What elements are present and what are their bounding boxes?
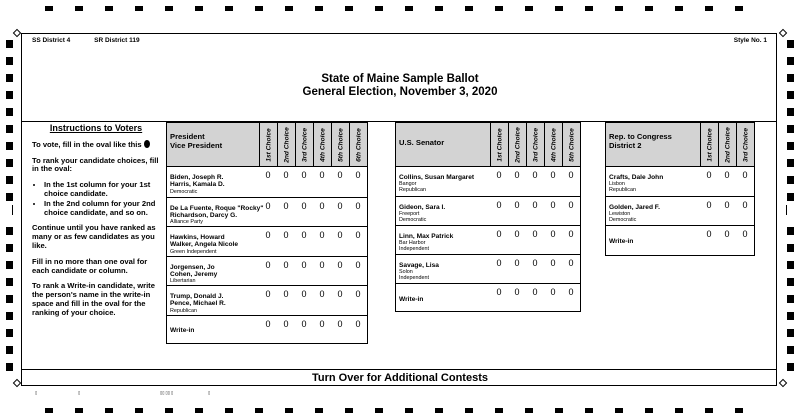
ranking-oval[interactable]: 0 [514,258,520,268]
contest-title [399,138,444,147]
choice-column-header [508,123,526,167]
contest-title-line2: District 2 [609,141,642,150]
timing-mark [787,261,794,269]
timing-mark [735,408,743,413]
contest-title-line1: President [170,132,205,141]
code-mark: ▯ [78,390,81,395]
contest-header [167,123,367,167]
footer-divider [22,369,776,370]
timing-mark [495,408,503,413]
timing-mark [465,408,473,413]
ballot-title-line1: State of Maine Sample Ballot [321,73,479,85]
candidate-party: Democratic [399,217,427,224]
contest-header [396,123,580,167]
ranking-oval[interactable]: 0 [706,170,712,180]
candidate-row [167,167,367,197]
timing-mark [705,408,713,413]
style-number: Style No. 1 [733,37,767,44]
timing-mark [787,363,794,371]
candidate-name [170,174,225,195]
ranking-oval[interactable]: 0 [265,200,271,211]
ranking-oval[interactable]: 0 [742,170,748,180]
timing-mark [225,408,233,413]
ranking-oval[interactable]: 0 [319,200,325,211]
side-tick [786,205,787,215]
contest-title [609,132,672,150]
candidate-party: Alliance Party [170,219,203,226]
ranking-oval[interactable]: 0 [301,230,307,240]
instruction-rank: To rank your candidate choices, fill in the oval: [32,155,159,174]
candidate-town: Solon [399,269,413,276]
timing-mark [615,408,623,413]
timing-mark [6,176,13,184]
timing-mark [105,408,113,413]
timing-mark [555,6,563,11]
candidate-row [396,167,580,196]
instruction-continue: Continue until you have ranked as many or as few candidates as you like. [32,223,156,250]
contest-title-line2: Vice President [170,141,223,150]
ranking-oval[interactable]: 0 [265,289,271,299]
timing-mark [75,6,83,11]
timing-mark [45,6,53,11]
choice-label: 2nd Choice [724,127,731,163]
timing-mark [135,6,143,11]
ranking-oval[interactable]: 0 [355,230,361,240]
timing-mark [787,278,794,286]
candidate-party: Republican [609,187,636,194]
timing-mark [6,295,13,303]
timing-mark [6,244,13,252]
ranking-oval[interactable]: 0 [319,230,325,240]
candidate-name-line: Walker, Angela Nicole [170,241,239,249]
candidate-party: Democratic [609,217,637,224]
ranking-oval[interactable]: 0 [568,287,574,297]
timing-mark [345,6,353,11]
instruction-bullets [32,181,160,217]
ranking-oval[interactable]: 0 [337,289,343,299]
candidate-name-line: Harris, Kamala D. [170,181,225,189]
ranking-oval[interactable]: 0 [742,200,748,210]
instructions-heading: Instructions to Voters [49,123,143,133]
contest-title-line1: Rep. to Congress [609,132,672,141]
ranking-oval[interactable]: 0 [532,287,538,297]
ranking-oval[interactable]: 0 [319,289,325,299]
candidate-party: Independent [399,275,429,282]
candidate-name [170,205,263,226]
ranking-oval[interactable]: 0 [532,258,538,268]
timing-mark [345,408,353,413]
footer-text: Turn Over for Additional Contests [311,372,488,384]
candidate-name-line: Jorgensen, Jo [170,263,215,271]
ranking-oval[interactable]: 0 [355,318,361,329]
candidate-name [609,174,663,193]
contest-senator [395,122,581,312]
ranking-oval[interactable]: 0 [742,229,748,239]
ranking-oval[interactable]: 0 [532,170,538,180]
ss-district: SS District 4 [32,37,71,44]
candidate-name-line: Write-in [609,237,634,245]
timing-mark [315,6,323,11]
candidate-row [606,196,754,225]
ranking-oval[interactable]: 0 [283,289,289,299]
choice-label: 5th Choice [568,128,575,162]
timing-mark [375,6,383,11]
choice-column-header [544,123,562,167]
candidate-party: Democratic [170,188,198,195]
ranking-oval[interactable]: 0 [550,287,556,297]
choice-label: 3rd Choice [742,127,749,163]
ranking-oval[interactable]: 0 [337,318,343,329]
candidate-name-line: Cohen, Jeremy [170,270,218,278]
timing-mark [405,408,413,413]
choice-label: 4th Choice [550,128,557,162]
timing-mark [787,108,794,116]
write-in-row [606,225,754,254]
timing-mark [465,6,473,11]
timing-mark [555,408,563,413]
choice-label: 1st Choice [265,128,272,162]
choice-column-header [562,123,580,167]
contest-title-line1: U.S. Senator [399,138,445,147]
ranking-oval[interactable]: 0 [514,229,520,239]
ranking-oval[interactable]: 0 [532,229,538,239]
ballot-title-line2: General Election, November 3, 2020 [302,86,498,98]
candidate-name-line: Richardson, Darcy G. [170,211,238,219]
choice-column-header [700,123,718,167]
candidate-name-line: Linn, Max Patrick [399,233,454,240]
candidate-name-line: Gideon, Sara I. [399,204,446,211]
choice-column-header [490,123,508,167]
choice-label: 1st Choice [706,128,713,162]
timing-mark [285,6,293,11]
candidate-name [609,238,633,245]
ranking-oval[interactable]: 0 [301,259,307,270]
timing-mark [45,408,53,413]
timing-mark [6,312,13,320]
ranking-oval[interactable]: 0 [514,287,520,297]
ranking-oval[interactable]: 0 [550,258,556,268]
choice-column-header [526,123,544,167]
candidate-name-line: Savage, Lisa [399,262,439,269]
timing-mark [375,408,383,413]
timing-mark [787,176,794,184]
timing-mark [255,408,263,413]
timing-mark [645,6,653,11]
candidate-party: Republican [399,187,426,194]
timing-mark [165,6,173,11]
candidate-name [170,234,238,255]
ranking-oval[interactable]: 0 [337,170,343,180]
timing-mark [787,346,794,354]
district-header [32,37,162,44]
ranking-oval[interactable]: 0 [301,200,307,211]
timing-mark [525,6,533,11]
ranking-oval[interactable]: 0 [355,170,361,180]
timing-mark [585,6,593,11]
ranking-oval[interactable]: 0 [337,200,343,211]
instruction-bullet: • In the 1st column for your 1st choice candidate. [44,181,160,199]
ranking-oval[interactable]: 0 [283,318,289,329]
instructions-panel [32,124,160,325]
choice-column-header [313,123,331,167]
candidate-name [399,233,453,252]
choice-label: 1st Choice [496,128,503,162]
choice-label: 3rd Choice [532,127,539,163]
candidate-name-line: Write-in [399,295,424,303]
candidate-row [167,197,367,227]
ranking-oval[interactable]: 0 [724,170,730,180]
timing-mark [255,6,263,11]
candidate-town: Lewiston [609,211,631,218]
timing-mark [787,193,794,201]
ranking-oval[interactable]: 0 [337,259,343,270]
choice-column-header [259,123,277,167]
timing-mark [787,57,794,65]
ranking-oval[interactable]: 0 [355,259,361,270]
code-mark: ▯ [35,390,38,395]
candidate-party: Independent [399,246,429,253]
ranking-oval[interactable]: 0 [283,200,289,211]
ranking-oval[interactable]: 0 [337,230,343,240]
timing-mark [405,6,413,11]
timing-mark [787,142,794,150]
timing-mark [6,278,13,286]
ranking-oval[interactable]: 0 [265,170,271,180]
choice-label: 3rd Choice [301,127,308,163]
timing-mark [6,363,13,371]
timing-mark [6,193,13,201]
instruction-bullet: • In the 2nd column for your 2nd choice candidate, and so on. [44,200,160,218]
choice-column-header [277,123,295,167]
ranking-oval[interactable]: 0 [265,318,271,329]
timing-mark [787,159,794,167]
timing-mark [787,312,794,320]
write-in-row [167,315,367,345]
candidate-row [167,226,367,256]
timing-mark [787,329,794,337]
candidate-name-line: Pence, Michael R. [170,300,226,308]
choice-column-header [349,123,367,167]
ranking-oval[interactable]: 0 [283,259,289,270]
ranking-oval[interactable]: 0 [319,170,325,180]
ranking-oval[interactable]: 0 [301,318,307,329]
registration-mark [13,29,21,37]
candidate-name [609,204,660,223]
candidate-name-line: Golden, Jared F. [609,204,660,211]
candidate-town: Freeport [399,211,420,218]
timing-mark [645,408,653,413]
timing-mark [787,227,794,235]
candidate-party: Libertarian [170,278,196,285]
sr-district: SR District 119 [94,37,140,44]
candidate-name-line: Crafts, Dale John [609,174,664,181]
ranking-oval[interactable]: 0 [496,258,502,268]
timing-mark [6,40,13,48]
filled-oval-icon [144,140,150,148]
candidate-name [170,293,226,314]
side-tick [12,205,13,215]
choice-column-header [295,123,313,167]
ranking-oval[interactable]: 0 [496,200,502,210]
ranking-oval[interactable]: 0 [568,258,574,268]
choice-label: 6th Choice [355,128,362,162]
timing-mark [6,159,13,167]
ranking-oval[interactable]: 0 [496,170,502,180]
choice-label: 4th Choice [319,128,326,162]
candidate-name-line: Biden, Joseph R. [170,174,224,181]
ranking-oval[interactable]: 0 [550,170,556,180]
timing-mark [435,408,443,413]
ranking-oval[interactable]: 0 [568,200,574,210]
timing-mark [735,6,743,11]
ranking-oval[interactable]: 0 [514,200,520,210]
contest-header [606,123,754,167]
timing-mark [135,408,143,413]
candidate-row [396,254,580,283]
timing-mark [225,6,233,11]
candidate-town: Bar Harbor [399,240,426,247]
timing-mark [705,6,713,11]
timing-mark [6,57,13,65]
candidate-row [396,196,580,225]
ranking-oval[interactable]: 0 [724,229,730,239]
write-in-row [396,283,580,312]
timing-mark [675,6,683,11]
registration-mark [779,29,787,37]
timing-mark [6,125,13,133]
timing-mark [6,142,13,150]
ranking-oval[interactable]: 0 [319,318,325,329]
timing-mark [435,6,443,11]
candidate-name [399,204,445,223]
candidate-name [399,262,439,281]
ranking-oval[interactable]: 0 [706,229,712,239]
candidate-row [167,285,367,315]
timing-mark [6,108,13,116]
choice-label: 2nd Choice [514,127,521,163]
ranking-oval[interactable]: 0 [550,200,556,210]
choice-label: 2nd Choice [283,127,290,163]
ranking-oval[interactable]: 0 [568,170,574,180]
choice-label: 5th Choice [337,128,344,162]
ranking-oval[interactable]: 0 [568,229,574,239]
timing-mark [615,6,623,11]
ranking-oval[interactable]: 0 [319,259,325,270]
candidate-town: Bangor [399,181,417,188]
timing-mark [6,261,13,269]
timing-mark [585,408,593,413]
instruction-write-in: To rank a Write-in candidate, write the person's name in the write-in space and fill in the oval for the ranking of your choice. [32,281,155,317]
timing-mark [495,6,503,11]
timing-mark [285,408,293,413]
candidate-row [606,167,754,196]
timing-mark [787,295,794,303]
timing-mark [6,227,13,235]
candidate-town: Lisbon [609,181,625,188]
contest-congress [605,122,755,256]
timing-mark [525,408,533,413]
code-mark: ▯ [208,390,211,395]
candidate-party: Green Independent [170,248,217,255]
ranking-oval[interactable]: 0 [532,200,538,210]
timing-mark [195,6,203,11]
candidate-row [396,225,580,254]
candidate-name-line: Collins, Susan Margaret [399,174,475,181]
ranking-oval[interactable]: 0 [496,287,502,297]
choice-column-header [736,123,754,167]
timing-mark [787,125,794,133]
timing-mark [787,40,794,48]
candidate-name [399,296,423,303]
ranking-oval[interactable]: 0 [301,289,307,299]
ranking-oval[interactable]: 0 [550,229,556,239]
timing-mark [675,408,683,413]
instruction-limit: Fill in no more than one oval for each candidate or column. [32,256,148,275]
ranking-oval[interactable]: 0 [355,289,361,299]
instruction-text: To vote, fill in the oval like this [32,139,142,149]
candidate-name [170,327,194,334]
ranking-oval[interactable]: 0 [514,170,520,180]
ranking-oval[interactable]: 0 [724,200,730,210]
contest-title [170,132,222,150]
instruction-fill-oval [32,140,160,150]
ranking-oval[interactable]: 0 [301,170,307,180]
code-mark: ▯▯ ▯▯ ▯ [160,390,174,395]
candidate-name [170,264,217,285]
ranking-oval[interactable]: 0 [283,170,289,180]
ranking-oval[interactable]: 0 [283,230,289,240]
timing-mark [6,346,13,354]
ranking-oval[interactable]: 0 [265,230,271,240]
timing-mark [195,408,203,413]
timing-mark [75,408,83,413]
candidate-name-line: Hawkins, Howard [170,234,225,241]
ranking-oval[interactable]: 0 [355,200,361,211]
ranking-oval[interactable]: 0 [496,229,502,239]
candidate-party: Republican [170,307,197,314]
timing-mark [105,6,113,11]
candidate-name-line: Write-in [170,327,195,335]
candidate-name-line: De La Fuente, Roque "Rocky" [170,204,264,212]
timing-mark [165,408,173,413]
candidate-row [167,256,367,286]
ranking-oval[interactable]: 0 [706,200,712,210]
ballot-title [0,73,800,99]
candidate-name [399,174,474,193]
choice-column-header [331,123,349,167]
timing-mark [6,329,13,337]
candidate-name-line: Trump, Donald J. [170,293,224,300]
choice-column-header [718,123,736,167]
timing-mark [787,244,794,252]
ranking-oval[interactable]: 0 [265,259,271,270]
contest-president [166,122,368,344]
timing-mark [315,408,323,413]
